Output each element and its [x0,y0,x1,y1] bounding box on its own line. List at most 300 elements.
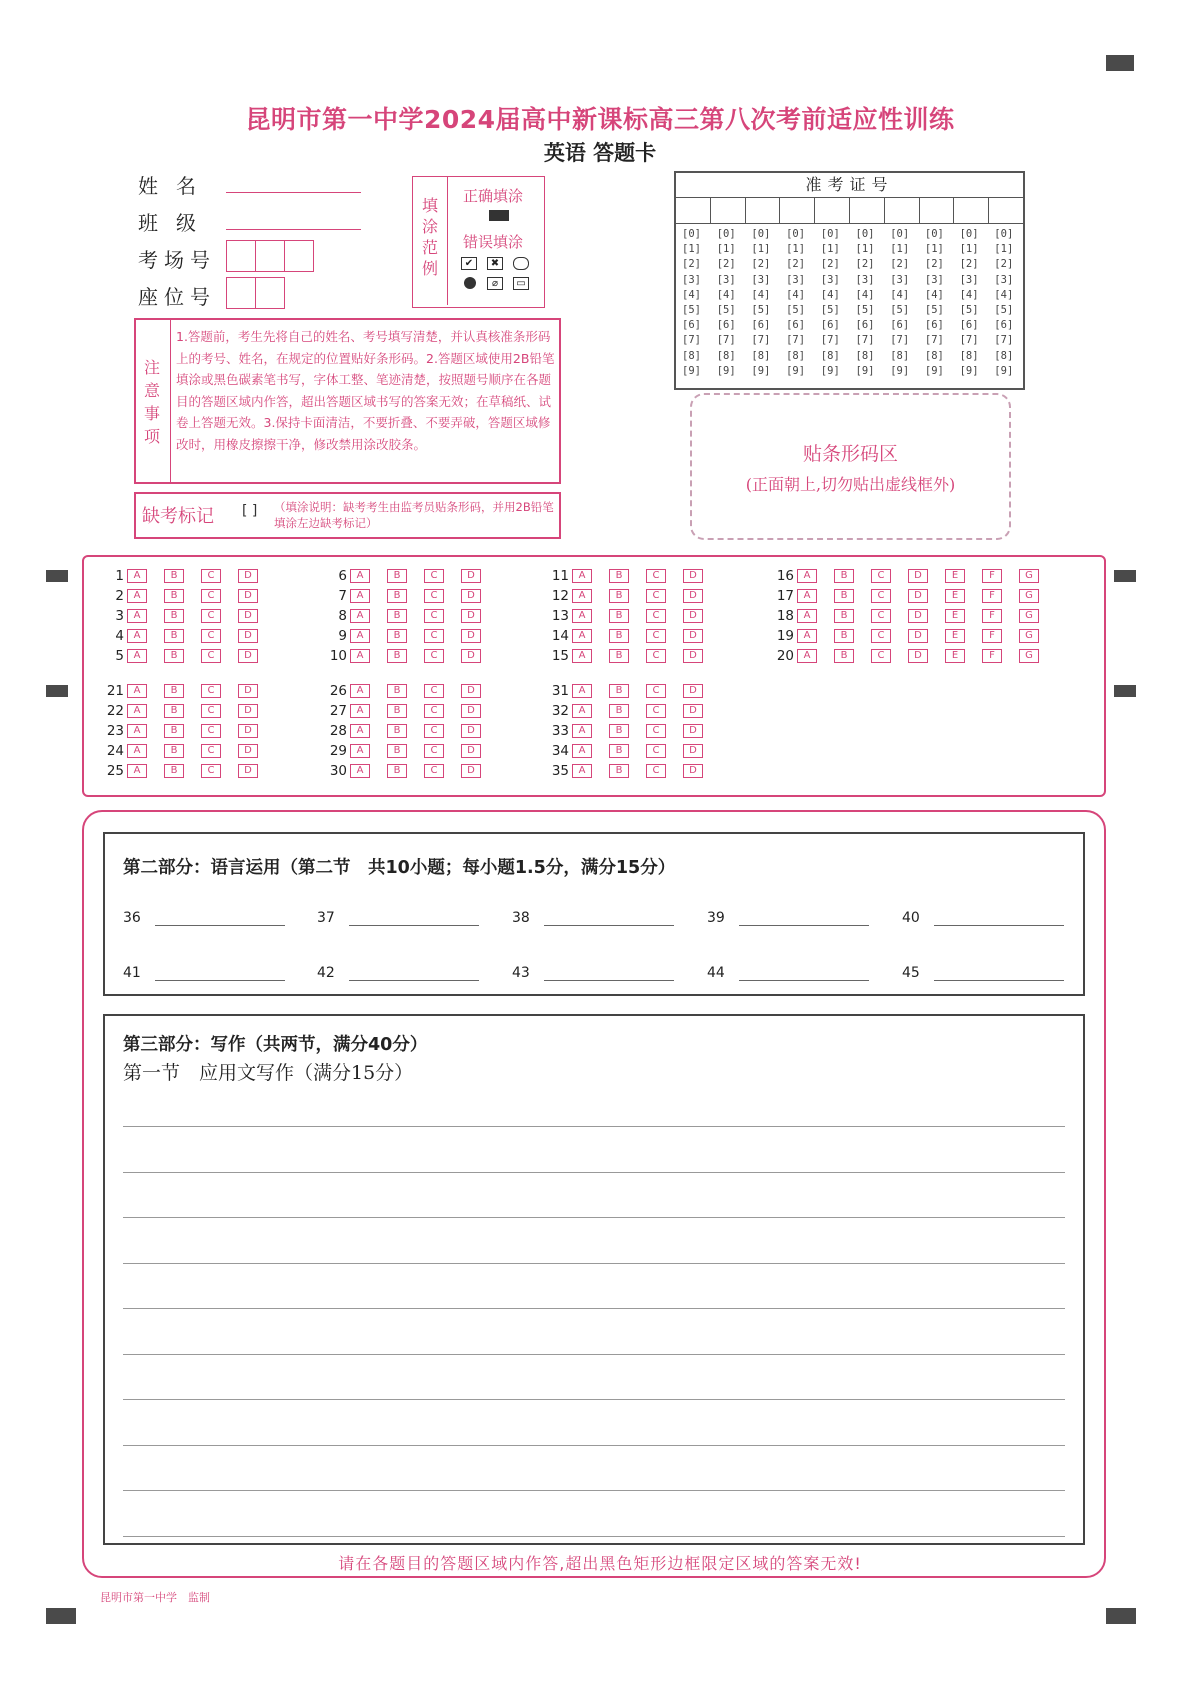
option-bubble[interactable]: C [201,724,221,738]
option-bubble[interactable]: D [461,589,481,603]
digit-bubble[interactable]: [1] [959,243,979,256]
digit-bubble[interactable]: [4] [786,288,806,301]
option-bubble[interactable]: D [461,764,481,778]
option-bubble[interactable]: A [127,629,147,643]
digit-bubble[interactable]: [1] [716,243,736,256]
writing-line[interactable] [123,1308,1065,1309]
blank-line[interactable] [739,913,869,926]
writing-line[interactable] [123,1354,1065,1355]
blank-line[interactable] [349,913,479,926]
option-bubble[interactable]: B [164,569,184,583]
option-bubble[interactable]: D [461,704,481,718]
digit-bubble[interactable]: [9] [751,364,771,377]
digit-bubble[interactable]: [5] [682,304,701,317]
digit-bubble[interactable]: [4] [890,288,910,301]
option-bubble[interactable]: A [350,744,370,758]
question-number: 5 [115,648,124,664]
option-bubble[interactable]: C [424,629,444,643]
writing-line[interactable] [123,1217,1065,1218]
option-bubble[interactable]: A [572,649,592,663]
option-bubble[interactable]: A [797,589,817,603]
option-bubble[interactable]: C [201,589,221,603]
option-bubble[interactable]: C [646,589,666,603]
digit-bubble[interactable]: [8] [751,349,771,362]
digit-bubble[interactable]: [4] [855,288,875,301]
question-number: 14 [551,628,569,644]
blank-line[interactable] [349,968,479,981]
digit-bubble[interactable]: [7] [820,334,840,347]
option-bubble[interactable]: B [164,649,184,663]
option-bubble[interactable]: B [609,609,629,623]
digit-bubble[interactable]: [3] [682,273,701,286]
option-bubble[interactable]: B [387,744,407,758]
digit-bubble[interactable]: [5] [890,304,910,317]
option-bubble[interactable]: D [683,649,703,663]
option-bubble[interactable]: D [683,724,703,738]
option-bubble[interactable]: A [350,724,370,738]
option-bubble[interactable]: A [127,684,147,698]
option-bubble[interactable]: B [834,649,854,663]
digit-bubble[interactable]: [8] [786,349,806,362]
digit-bubble[interactable]: [0] [855,228,875,240]
digit-bubble[interactable]: [9] [924,364,944,377]
option-bubble[interactable]: C [646,764,666,778]
option-bubble[interactable]: G [1019,609,1039,623]
option-bubble[interactable]: C [871,589,891,603]
option-bubble[interactable]: C [424,649,444,663]
option-bubble[interactable]: C [201,629,221,643]
digit-bubble[interactable]: [9] [994,364,1014,377]
digit-bubble[interactable]: [4] [751,288,771,301]
option-bubble[interactable]: A [350,609,370,623]
digit-bubble[interactable]: [4] [716,288,736,301]
option-bubble[interactable]: C [871,629,891,643]
digit-bubble[interactable]: [4] [924,288,944,301]
digit-bubble[interactable]: [2] [924,258,944,271]
digit-bubble[interactable]: [7] [751,334,771,347]
option-bubble[interactable]: B [164,764,184,778]
option-bubble[interactable]: D [238,684,258,698]
digit-bubble[interactable]: [9] [959,364,979,377]
option-bubble[interactable]: B [387,629,407,643]
option-bubble[interactable]: A [127,649,147,663]
option-bubble[interactable]: B [387,569,407,583]
option-bubble[interactable]: C [646,569,666,583]
fill-blank[interactable] [512,965,674,981]
digit-bubble[interactable]: [6] [924,319,944,332]
option-bubble[interactable]: A [572,589,592,603]
digit-bubble[interactable]: [0] [890,228,910,240]
option-bubble[interactable]: A [572,704,592,718]
option-bubble[interactable]: G [1019,649,1039,663]
option-bubble[interactable]: A [797,649,817,663]
digit-bubble[interactable]: [7] [786,334,806,347]
option-bubble[interactable]: A [572,724,592,738]
blank-line[interactable] [739,968,869,981]
digit-bubble[interactable]: [6] [751,319,771,332]
digit-bubble[interactable]: [8] [682,349,701,362]
option-bubble[interactable]: D [238,569,258,583]
option-bubble[interactable]: C [424,704,444,718]
option-bubble[interactable]: A [572,629,592,643]
option-bubble[interactable]: D [683,589,703,603]
digit-bubble[interactable]: [3] [890,273,910,286]
digit-bubble[interactable]: [2] [751,258,771,271]
option-bubble[interactable]: D [908,649,928,663]
option-bubble[interactable]: A [350,764,370,778]
option-bubble[interactable]: B [164,724,184,738]
fill-blank[interactable] [317,965,479,981]
option-bubble[interactable]: C [871,609,891,623]
option-bubble[interactable]: C [646,744,666,758]
digit-bubble[interactable]: [6] [786,319,806,332]
digit-bubble[interactable]: [7] [959,334,979,347]
digit-bubble[interactable]: [4] [994,288,1014,301]
writing-line[interactable] [123,1263,1065,1264]
option-bubble[interactable]: D [683,569,703,583]
digit-bubble[interactable]: [5] [994,304,1014,317]
digit-bubble[interactable]: [3] [716,273,736,286]
digit-bubble[interactable]: [2] [959,258,979,271]
fill-blank[interactable] [512,910,674,926]
digit-bubble[interactable]: [2] [786,258,806,271]
digit-bubble[interactable]: [3] [786,273,806,286]
digit-bubble[interactable]: [2] [890,258,910,271]
option-bubble[interactable]: C [201,684,221,698]
option-bubble[interactable]: F [982,569,1002,583]
option-bubble[interactable]: B [609,649,629,663]
digit-bubble[interactable]: [7] [855,334,875,347]
option-bubble[interactable]: B [609,764,629,778]
option-bubble[interactable]: C [201,649,221,663]
blank-number: 43 [512,965,530,981]
option-bubble[interactable]: B [609,569,629,583]
digit-bubble[interactable]: [0] [820,228,840,240]
fill-blank[interactable] [902,965,1064,981]
digit-bubble[interactable]: [4] [682,288,701,301]
digit-bubble[interactable]: [7] [890,334,910,347]
option-bubble[interactable]: A [127,744,147,758]
option-bubble[interactable]: D [683,629,703,643]
option-bubble[interactable]: D [908,609,928,623]
page-title: 昆明市第一中学2024届高中新课标高三第八次考前适应性训练 [245,105,955,134]
digit-bubble[interactable]: [1] [682,243,701,256]
digit-bubble[interactable]: [1] [924,243,944,256]
digit-bubble[interactable]: [7] [682,334,701,347]
option-bubble[interactable]: B [387,684,407,698]
digit-bubble[interactable]: [5] [820,304,840,317]
digit-bubble[interactable]: [9] [682,364,701,377]
option-bubble[interactable]: B [387,724,407,738]
fill-blank[interactable] [902,910,1064,926]
digit-bubble[interactable]: [3] [820,273,840,286]
option-bubble[interactable]: A [350,589,370,603]
digit-bubble[interactable]: [0] [751,228,771,240]
option-bubble[interactable]: E [945,649,965,663]
option-bubble[interactable]: C [871,569,891,583]
option-bubble[interactable]: A [572,684,592,698]
option-bubble[interactable]: C [201,764,221,778]
option-bubble[interactable]: D [683,684,703,698]
question-number: 25 [106,763,124,779]
blank-line[interactable] [155,913,285,926]
digit-bubble[interactable]: [1] [820,243,840,256]
option-bubble[interactable]: C [646,629,666,643]
option-bubble[interactable]: D [908,629,928,643]
option-bubble[interactable]: F [982,609,1002,623]
digit-bubble[interactable]: [5] [924,304,944,317]
option-bubble[interactable]: A [350,649,370,663]
digit-bubble[interactable]: [3] [924,273,944,286]
option-bubble[interactable]: B [609,744,629,758]
option-bubble[interactable]: A [350,704,370,718]
digit-bubble[interactable]: [1] [890,243,910,256]
digit-bubble[interactable]: [0] [959,228,979,240]
option-bubble[interactable]: A [127,764,147,778]
room-number-cells[interactable] [226,240,313,272]
option-bubble[interactable]: C [424,569,444,583]
digit-bubble[interactable]: [0] [682,228,701,240]
digit-column [682,227,701,379]
option-bubble[interactable]: E [945,569,965,583]
digit-bubble[interactable]: [5] [959,304,979,317]
digit-bubble[interactable]: [7] [924,334,944,347]
option-bubble[interactable]: E [945,609,965,623]
digit-bubble[interactable]: [4] [820,288,840,301]
digit-bubble[interactable]: [0] [716,228,736,240]
absent-checkbox[interactable]: [ ] [242,503,258,519]
option-bubble[interactable]: B [834,629,854,643]
digit-bubble[interactable]: [8] [820,349,840,362]
option-bubble[interactable]: C [646,724,666,738]
admission-number-cells[interactable] [676,197,1023,224]
writing-line[interactable] [123,1399,1065,1400]
option-bubble[interactable]: B [609,724,629,738]
option-bubble[interactable]: D [908,569,928,583]
digit-bubble[interactable]: [0] [994,228,1014,240]
option-bubble[interactable]: E [945,589,965,603]
option-bubble[interactable]: A [797,569,817,583]
option-bubble[interactable]: B [609,629,629,643]
digit-bubble[interactable]: [0] [924,228,944,240]
option-bubble[interactable]: G [1019,629,1039,643]
option-bubble[interactable]: B [834,569,854,583]
digit-bubble[interactable]: [4] [959,288,979,301]
digit-bubble[interactable]: [6] [855,319,875,332]
option-bubble[interactable]: B [164,684,184,698]
option-bubble[interactable]: B [387,649,407,663]
digit-bubble[interactable]: [5] [751,304,771,317]
digit-bubble[interactable]: [6] [959,319,979,332]
option-bubble[interactable]: C [201,744,221,758]
option-bubble[interactable]: A [572,569,592,583]
digit-bubble[interactable]: [5] [716,304,736,317]
digit-bubble[interactable]: [7] [716,334,736,347]
option-bubble[interactable]: A [127,724,147,738]
option-bubble[interactable]: B [164,589,184,603]
blank-line[interactable] [544,913,674,926]
option-bubble[interactable]: A [350,684,370,698]
digit-bubble[interactable]: [2] [716,258,736,271]
digit-bubble[interactable]: [2] [820,258,840,271]
writing-line[interactable] [123,1445,1065,1446]
digit-bubble[interactable]: [0] [786,228,806,240]
option-bubble[interactable]: C [646,609,666,623]
option-bubble[interactable]: C [201,569,221,583]
digit-bubble[interactable]: [1] [751,243,771,256]
option-bubble[interactable]: C [424,609,444,623]
digit-bubble[interactable]: [5] [855,304,875,317]
digit-bubble[interactable]: [9] [786,364,806,377]
option-bubble[interactable]: B [834,589,854,603]
seat-number-cells[interactable] [226,277,284,309]
blank-line[interactable] [934,913,1064,926]
digit-bubble[interactable]: [2] [855,258,875,271]
digit-bubble[interactable]: [7] [994,334,1014,347]
digit-bubble[interactable]: [5] [786,304,806,317]
option-bubble[interactable]: D [238,744,258,758]
digit-bubble[interactable]: [9] [820,364,840,377]
option-bubble[interactable]: D [238,764,258,778]
digit-bubble[interactable]: [6] [994,319,1014,332]
option-bubble[interactable]: A [127,569,147,583]
option-bubble[interactable]: D [461,724,481,738]
option-bubble[interactable]: D [683,704,703,718]
option-bubble[interactable]: B [609,684,629,698]
option-bubble[interactable]: D [238,629,258,643]
class-field[interactable] [226,229,361,230]
option-bubble[interactable]: A [797,629,817,643]
option-bubble[interactable]: G [1019,589,1039,603]
digit-bubble[interactable]: [6] [682,319,701,332]
option-bubble[interactable]: D [461,629,481,643]
writing-line[interactable] [123,1490,1065,1491]
option-bubble[interactable]: B [387,704,407,718]
digit-bubble[interactable]: [2] [994,258,1014,271]
question-row [100,628,275,644]
digit-bubble[interactable]: [3] [959,273,979,286]
option-bubble[interactable]: A [572,609,592,623]
option-bubble[interactable]: D [683,744,703,758]
blank-line[interactable] [155,968,285,981]
option-bubble[interactable]: F [982,589,1002,603]
option-bubble[interactable]: A [350,629,370,643]
blank-line[interactable] [544,968,674,981]
option-bubble[interactable]: A [797,609,817,623]
option-bubble[interactable]: C [424,589,444,603]
option-bubble[interactable]: B [387,609,407,623]
digit-bubble[interactable]: [8] [855,349,875,362]
blank-line[interactable] [934,968,1064,981]
option-bubble[interactable]: B [164,744,184,758]
digit-bubble[interactable]: [8] [994,349,1014,362]
option-bubble[interactable]: C [871,649,891,663]
option-bubble[interactable]: A [127,589,147,603]
option-bubble[interactable]: A [127,609,147,623]
option-bubble[interactable]: D [238,649,258,663]
option-bubble[interactable]: D [461,569,481,583]
digit-bubble[interactable]: [6] [716,319,736,332]
digit-bubble[interactable]: [3] [751,273,771,286]
option-bubble[interactable]: C [646,684,666,698]
option-bubble[interactable]: D [238,704,258,718]
fill-blank[interactable] [707,910,869,926]
digit-bubble[interactable]: [6] [820,319,840,332]
digit-bubble[interactable]: [3] [994,273,1014,286]
option-bubble[interactable]: D [238,589,258,603]
writing-line[interactable] [123,1536,1065,1537]
option-bubble[interactable]: G [1019,569,1039,583]
option-bubble[interactable]: B [164,629,184,643]
option-bubble[interactable]: D [461,649,481,663]
digit-bubble[interactable]: [1] [786,243,806,256]
digit-bubble[interactable]: [8] [716,349,736,362]
writing-line[interactable] [123,1126,1065,1127]
question-number: 20 [776,648,794,664]
option-bubble[interactable]: D [683,609,703,623]
option-bubble[interactable]: D [461,609,481,623]
digit-bubble[interactable]: [8] [959,349,979,362]
option-bubble[interactable]: C [646,704,666,718]
option-bubble[interactable]: C [646,649,666,663]
option-bubble[interactable]: D [908,589,928,603]
digit-bubble[interactable]: [8] [890,349,910,362]
option-bubble[interactable]: D [238,724,258,738]
digit-bubble[interactable]: [8] [924,349,944,362]
option-bubble[interactable]: B [164,704,184,718]
option-bubble[interactable]: C [424,744,444,758]
option-bubble[interactable]: D [461,744,481,758]
option-bubble[interactable]: F [982,629,1002,643]
option-bubble[interactable]: A [127,704,147,718]
writing-line[interactable] [123,1172,1065,1173]
option-bubble[interactable]: A [350,569,370,583]
digit-bubble[interactable]: [9] [716,364,736,377]
option-bubble[interactable]: B [387,764,407,778]
option-bubble[interactable]: C [424,764,444,778]
digit-bubble[interactable]: [1] [994,243,1014,256]
option-bubble[interactable]: C [424,724,444,738]
fill-blank[interactable] [317,910,479,926]
option-bubble[interactable]: D [461,684,481,698]
option-bubble[interactable]: B [387,589,407,603]
option-bubble[interactable]: B [834,609,854,623]
option-bubble[interactable]: B [609,704,629,718]
option-bubble[interactable]: C [201,704,221,718]
digit-bubble[interactable]: [2] [682,258,701,271]
digit-bubble[interactable]: [6] [890,319,910,332]
option-bubble[interactable]: E [945,629,965,643]
fill-blank[interactable] [707,965,869,981]
option-bubble[interactable]: C [424,684,444,698]
option-bubble[interactable]: F [982,649,1002,663]
digit-bubble[interactable]: [1] [855,243,875,256]
digit-bubble[interactable]: [9] [855,364,875,377]
option-bubble[interactable]: D [683,764,703,778]
fill-blank[interactable] [123,965,285,981]
option-bubble[interactable]: A [572,744,592,758]
option-bubble[interactable]: C [201,609,221,623]
fill-blank[interactable] [123,910,285,926]
option-bubble[interactable]: A [572,764,592,778]
option-bubble[interactable]: B [609,589,629,603]
option-bubble[interactable]: D [238,609,258,623]
digit-bubble[interactable]: [9] [890,364,910,377]
option-bubble[interactable]: B [164,609,184,623]
part3-subtitle: 第一节 应用文写作（满分15分） [123,1062,414,1084]
digit-bubble[interactable]: [3] [855,273,875,286]
name-field[interactable] [226,192,361,193]
